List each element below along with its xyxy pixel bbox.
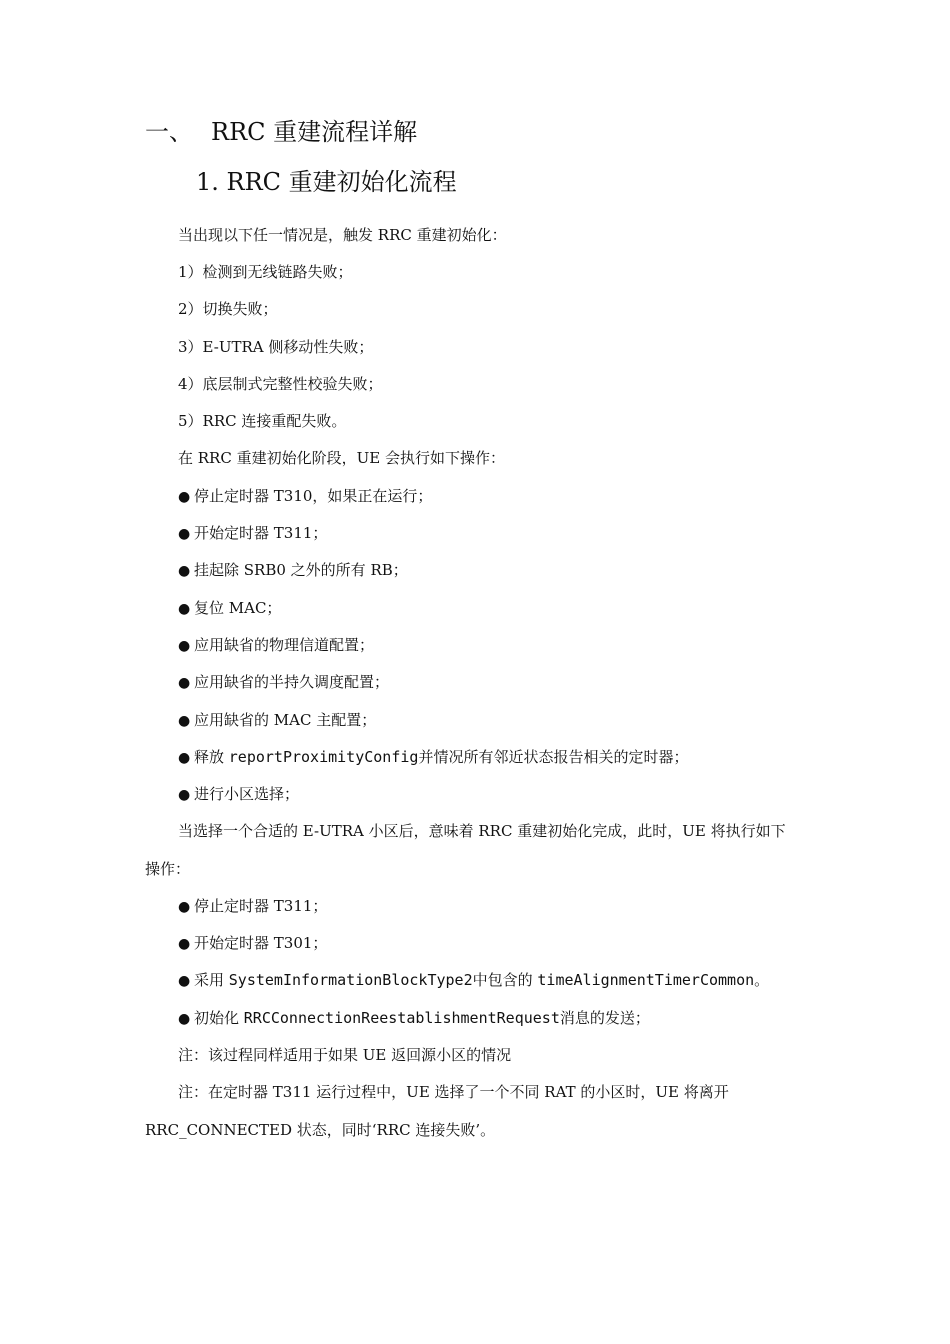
bullet-icon: ● <box>178 713 191 729</box>
trigger-item: 4）底层制式完整性校验失败； <box>178 375 383 393</box>
bullet-icon: ● <box>178 563 191 579</box>
list-item: ● 采用 SystemInformationBlockType2中包含的 timeAlignmentTimerCommon。 <box>178 971 770 989</box>
code-term: reportProximityConfig <box>228 748 419 766</box>
bullet-icon: ● <box>178 899 191 915</box>
list-item: ● 应用缺省的半持久调度配置； <box>178 673 390 691</box>
list-item: ● 进行小区选择； <box>178 785 300 803</box>
list-item: ● 复位 MAC； <box>178 599 282 617</box>
note: 注：在定时器 T311 运行过程中，UE 选择了一个不同 RAT 的小区时，UE 将离开 <box>178 1083 729 1101</box>
subsection-heading: 1. RRC 重建初始化流程 <box>196 168 457 196</box>
bullet-icon: ● <box>178 1011 191 1027</box>
list-item: ● 初始化 RRCConnectionReestablishmentRequest消息的发送； <box>178 1009 650 1027</box>
list-item: ● 释放 reportProximityConfig并情况所有邻近状态报告相关的定时器； <box>178 748 689 766</box>
list-item: ● 停止定时器 T311； <box>178 897 328 915</box>
bullet-icon: ● <box>178 973 191 989</box>
bullet-icon: ● <box>178 526 191 542</box>
bullet-icon: ● <box>178 787 191 803</box>
trigger-intro: 当出现以下任一情况是，触发 RRC 重建初始化： <box>178 226 507 244</box>
note: 注：该过程同样适用于如果 UE 返回源小区的情况 <box>178 1046 512 1064</box>
section-title: RRC 重建流程详解 <box>211 118 418 146</box>
paragraph-line: 当选择一个合适的 E-UTRA 小区后，意味着 RRC 重建初始化完成，此时，UE 将执行如下 <box>178 822 786 840</box>
bullet-icon: ● <box>178 750 191 766</box>
bullet-icon: ● <box>178 489 191 505</box>
list-item: ● 挂起除 SRB0 之外的所有 RB； <box>178 561 408 579</box>
list-item: ● 应用缺省的物理信道配置； <box>178 636 375 654</box>
bullet-icon: ● <box>178 675 191 691</box>
list-item: ● 开始定时器 T311； <box>178 524 328 542</box>
list-item: ● 应用缺省的 MAC 主配置； <box>178 711 377 729</box>
paragraph-line: 操作： <box>145 860 191 878</box>
bullet-icon: ● <box>178 638 191 654</box>
note: RRC_CONNECTED 状态，同时‘RRC 连接失败’。 <box>145 1121 496 1139</box>
list-item: ● 停止定时器 T310，如果正在运行； <box>178 487 433 505</box>
trigger-item: 3）E-UTRA 侧移动性失败； <box>178 338 374 356</box>
bullet-icon: ● <box>178 601 191 617</box>
operations-intro: 在 RRC 重建初始化阶段，UE 会执行如下操作： <box>178 449 505 467</box>
code-term: RRCConnectionReestablishmentRequest <box>243 1009 560 1027</box>
list-item: ● 开始定时器 T301； <box>178 934 328 952</box>
section-heading <box>145 116 417 148</box>
bullet-icon: ● <box>178 936 191 952</box>
trigger-item: 2）切换失败； <box>178 300 278 318</box>
code-term: timeAlignmentTimerCommon <box>537 971 755 989</box>
code-term: SystemInformationBlockType2 <box>228 971 473 989</box>
trigger-item: 5）RRC 连接重配失败。 <box>178 412 347 430</box>
trigger-item: 1）检测到无线链路失败； <box>178 263 353 281</box>
section-number: 一、 <box>145 118 193 146</box>
